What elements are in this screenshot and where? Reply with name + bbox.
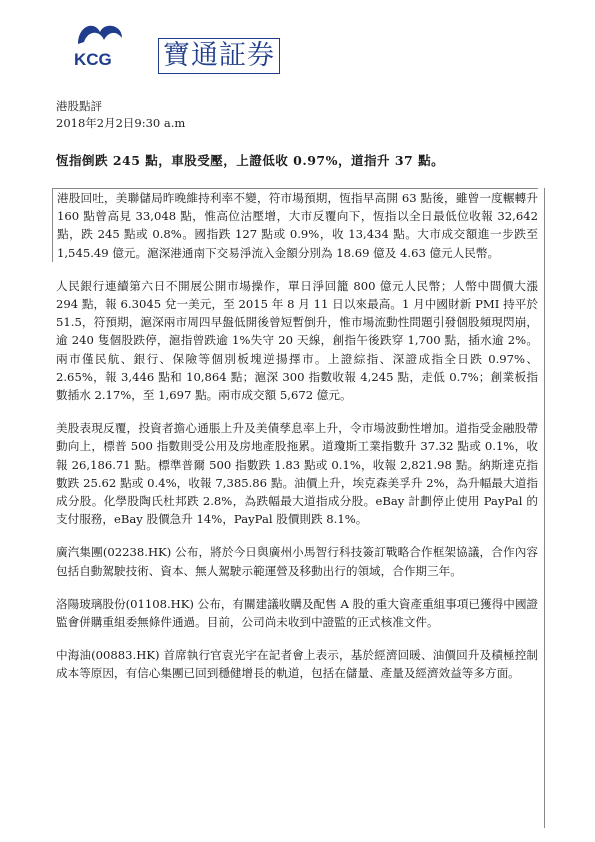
paragraph-luoyang-glass-news: 洛陽玻璃股份(01108.HK) 公布，有關建議收購及配售 A 股的重大資產重組事項已獲得中國證監會併購重組委無條件通過。目前，公司尚未收到中證監的正式核准文件。	[56, 596, 539, 630]
report-category: 港股點評	[56, 99, 102, 113]
document-meta	[56, 98, 185, 132]
report-body	[52, 188, 545, 828]
paragraph-us-market: 美股表現反覆，投資者擔心通脹上升及美債孳息率上升，令市場波動性增加。道指受金融股帶動向上，標普 500 指數則受公用及房地產股拖累。道瓊斯工業指數升 37.32 點或 0.1%，收報 26,186.71 點。標準普爾 500 指數跌 1.83 點或 0.1%，收報 2,821.98 點。納斯達克指數跌 25.62 點或 0.4%，收報 7,385.86 點。油價上升，埃克森美孚升 2%，為升幅最大道指成分股。化學股陶氏杜邦跌 2.8%，為跌幅最大道指成分股。eBay 計劃停止使用 PayPal 的支付服務，eBay 股價急升 14%，PayPal 股價則跌 8.1%。	[56, 421, 538, 527]
document-header	[56, 14, 546, 74]
paragraph-cnooc-news: 中海油(00883.HK) 首席執行官袁光宇在記者會上表示，基於經濟回暖、油價回升及積極控制成本等原因，有信心集團已回到穩健增長的軌道，包括在儲量、產量及經濟效益等多方面。	[56, 648, 538, 681]
logo-text: KCG	[74, 50, 112, 69]
paragraph-china-market: 人民銀行連續第六日不開展公開市場操作，單日淨回籠 800 億元人民幣；人幣中間價大漲 294 點，報 6.3045 兌一美元，至 2015 年 8 月 11 日以來最高。1 月中國財新 PMI 持平於 51.5，符預期，滬深兩市周四早盤低開後曾短暫倒升，惟市場流動性問題引發個股頻現閃崩，逾 240 隻個股跌停，滬指曾跌逾 1%失守 20 天線，創指午後跌穿 1,700 點，插水逾 2%。兩市僅民航、銀行、保險等個別板塊逆揚擇市。上證綜指、深證成指全日跌 0.97%、2.65%，報 3,446 點和 10,864 點；滬深 300 指數收報 4,245 點，走低 0.7%；創業板指數插水 2.17%，至 1,697 點。兩市成交額 5,672 億元。	[56, 278, 538, 403]
paragraph-gac-news: 廣汽集團(02238.HK) 公布，將於今日與廣州小馬智行科技簽訂戰略合作框架協議，合作內容包括自動駕駛技術、資本、無人駕駛示範運營及移動出行的領域，合作期三年。	[56, 545, 538, 578]
brand-name: 寶通証券	[158, 38, 280, 74]
headline: 恆指倒跌 245 點，車股受壓，上證低收 0.97%，道指升 37 點。	[56, 153, 445, 168]
paragraph-market-summary: 港股回吐，美聯儲局昨晚維持利率不變，符市場預期，恆指早高開 63 點後，雖曾一度輾轉升 160 點曾高見 33,048 點，惟高位沽壓增，大市反覆向下，恆指以全日最低位收報 32,642 點，跌 245 點或 0.8%。國指跌 127 點或 0.9%，收 13,434 點。大市成交額進一步跌至 1,545.49 億元。滬深港通南下交易淨流入金額分別為 18.69 億及 4.63 億元人民幣。	[52, 188, 538, 262]
report-datetime: 2018年2月2日9:30 a.m	[56, 116, 186, 130]
